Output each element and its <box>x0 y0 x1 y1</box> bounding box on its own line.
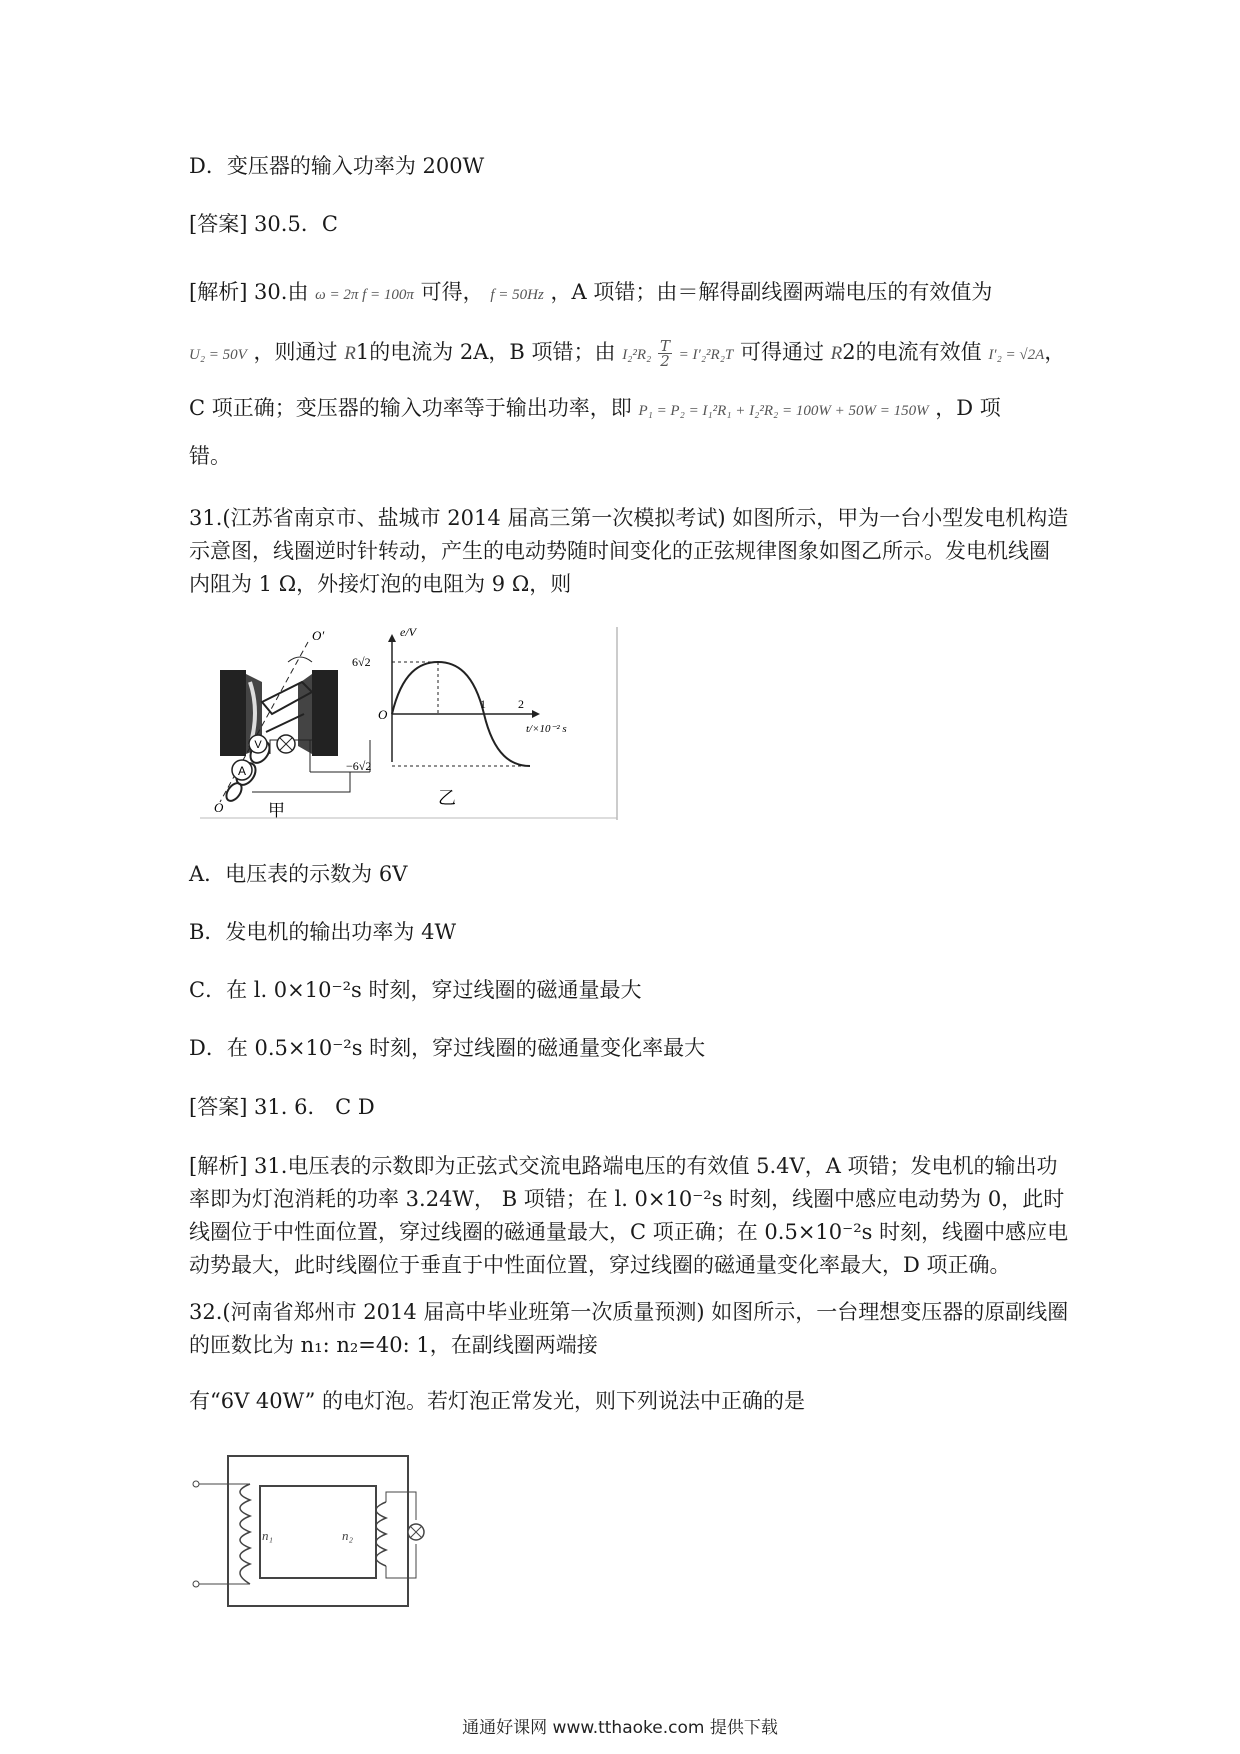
expl-text: 可得通过 <box>739 340 824 364</box>
primary-coil <box>193 1481 273 1587</box>
q31-answer: [答案] 31. 6． C D <box>189 1095 375 1119</box>
q31-option-c: C．在 l. 0×10⁻²s 时刻，穿过线圈的磁通量最大 <box>189 978 642 1002</box>
expl-text: [解析] 30.由 <box>189 280 309 304</box>
fraction-denominator: 2 <box>660 352 670 370</box>
fraction-numerator: T <box>659 337 670 355</box>
page-footer: 通通好课网 www.tthaoke.com 提供下载 <box>462 1718 778 1738</box>
tick-negative: −6√2 <box>346 759 372 773</box>
label-n2: n₂ <box>342 1528 354 1543</box>
label-n1: n₁ <box>262 1528 274 1543</box>
q30-explanation-line4: 错。 <box>189 444 231 468</box>
formula-r2: R <box>830 343 843 364</box>
formula-i2: I′₂ = √2A <box>988 347 1045 363</box>
axis-x-label: t/×10⁻² s <box>526 723 567 735</box>
lamp-icon <box>408 1524 424 1540</box>
q30-explanation-line1 <box>189 278 992 309</box>
formula-f: f = 50Hz <box>490 287 544 303</box>
label-yi: 乙 <box>438 788 456 809</box>
q32-stem-continued: 有“6V 40W” 的电灯泡。若灯泡正常发光，则下列说法中正确的是 <box>189 1389 806 1413</box>
generator-figure <box>200 622 620 820</box>
ammeter-icon <box>232 760 252 780</box>
formula-u2: U₂ = 50V <box>189 347 247 363</box>
expl-text: 1的电流为 2A，B 项错；由 <box>355 340 616 364</box>
q31-option-d: D．在 0.5×10⁻²s 时刻，穿过线圈的磁通量变化率最大 <box>189 1036 706 1060</box>
formula-power: P₁ = P₂ = I₁²R₁ + I₂²R₂ = 100W + 50W = 150W <box>638 403 929 419</box>
expl-text: ，则通过 <box>253 340 338 364</box>
q30-option-d: D．变压器的输入功率为 200W <box>189 154 485 178</box>
expl-text: ，D 项 <box>935 396 1001 420</box>
q31-option-b: B．发电机的输出功率为 4W <box>189 920 457 944</box>
expl-text: ，A 项错；由＝解得副线圈两端电压的有效值为 <box>550 280 993 304</box>
secondary-coil <box>342 1492 416 1578</box>
q31-explanation: [解析] 31.电压表的示数即为正弦式交流电路端电压的有效值 5.4V，A 项错；发电机的输出功率即为灯泡消耗的功率 3.24W， B 项错；在 l. 0×10⁻²s 时刻，线圈中感应电动势为 0，此时线圈位于中性面位置，穿过线圈的磁通量最大，C 项正确；在 0.5×10⁻²s 时刻，线圈中感应电动势最大，此时线圈位于垂直于中性面位置，穿过线圈的磁通量变化率最大，D 项正确。 <box>189 1154 1069 1277</box>
expl-text: 可得， <box>420 280 484 304</box>
formula-eq-right: = I′₂²R₂T <box>678 347 734 363</box>
expl-text: ， <box>1044 340 1066 364</box>
expl-text: C 项正确；变压器的输入功率等于输出功率，即 <box>189 396 632 420</box>
q31-option-a: A．电压表的示数为 6V <box>189 862 408 886</box>
axis-y-label: e/V <box>400 625 416 639</box>
formula-omega: ω = 2π f = 100π <box>315 287 414 303</box>
label-o-prime: O′ <box>312 628 325 643</box>
formula-fraction <box>658 339 672 368</box>
q31-stem: 31.(江苏省南京市、盐城市 2014 届高三第一次模拟考试) 如图所示，甲为一台小型发电机构造示意图，线圈逆时针转动，产生的电动势随时间变化的正弦规律图象如图乙所示。发电机线圈内阻为 1 Ω，外接灯泡的电阻为 9 Ω，则 <box>189 506 1069 596</box>
q30-explanation-line2 <box>189 338 1065 369</box>
q32-stem: 32.(河南省郑州市 2014 届高中毕业班第一次质量预测) 如图所示，一台理想变压器的原副线圈的匝数比为 n₁: n₂=40: 1，在副线圈两端接 <box>189 1300 1069 1357</box>
transformer-figure <box>190 1450 430 1612</box>
origin-label: O <box>378 707 388 722</box>
lamp-icon <box>277 735 295 753</box>
ammeter-label: A <box>237 764 247 778</box>
label-jia: 甲 <box>268 801 285 820</box>
formula-r1: R <box>344 343 356 364</box>
tick-1: 1 <box>480 697 486 711</box>
q30-explanation-line3 <box>189 394 1001 425</box>
q30-answer: [答案] 30.5．C <box>189 212 338 236</box>
voltmeter-icon <box>249 735 267 753</box>
expl-text: 2的电流有效值 <box>842 340 982 364</box>
label-o-bottom: O <box>214 800 224 815</box>
formula-eq-left: I₂²R₂ <box>622 347 652 363</box>
tick-positive: 6√2 <box>352 655 371 669</box>
tick-2: 2 <box>518 697 524 711</box>
voltmeter-label: V <box>254 739 262 751</box>
